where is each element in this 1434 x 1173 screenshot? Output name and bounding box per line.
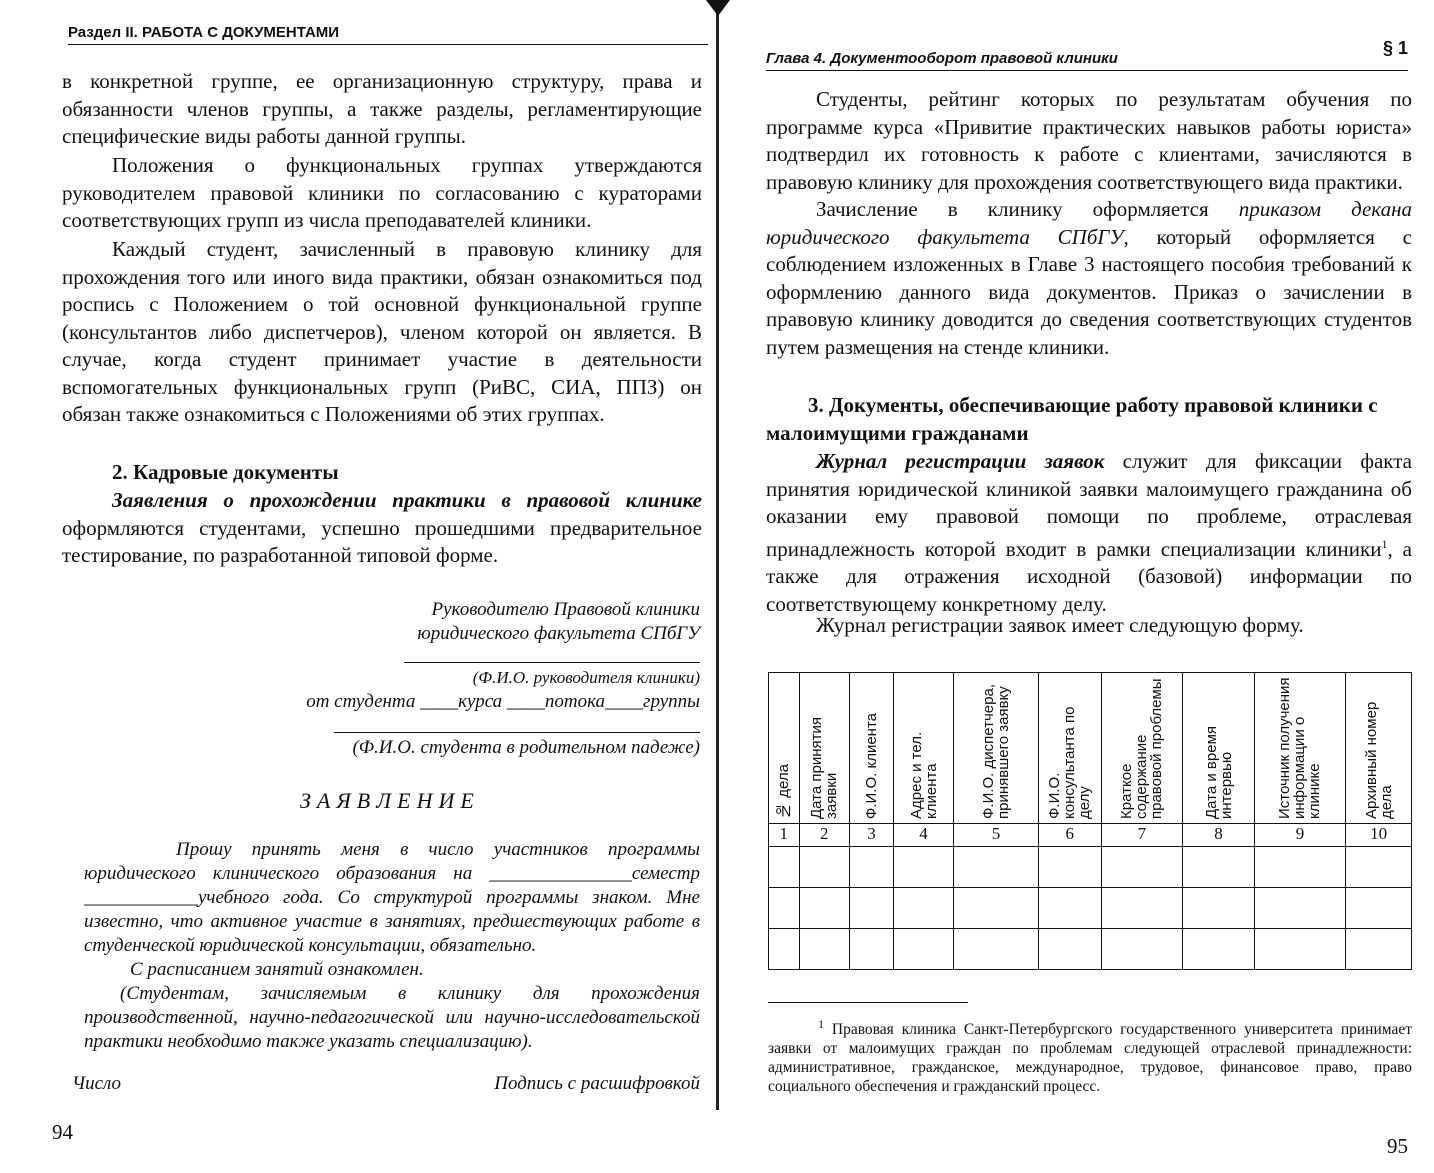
- registration-journal-table: [768, 672, 1412, 970]
- table-cell: [769, 888, 800, 929]
- section-heading: 3. Документы, обеспечивающие работу правовой клиники с малоимущими гражданами: [766, 393, 1378, 445]
- table-cell: [799, 888, 849, 929]
- paragraph: Положения о функциональных группах утверждаются руководителем правовой клиники по согласованию с кураторами соответствующих групп из числа преподавателей клиники.: [62, 153, 702, 232]
- page-number: 95: [1387, 1134, 1408, 1158]
- running-head-left: Раздел II. РАБОТА С ДОКУМЕНТАМИ: [68, 24, 340, 41]
- column-number: 8: [1183, 824, 1255, 847]
- table-number-row: [769, 824, 1412, 847]
- page-number: 94: [52, 1120, 73, 1144]
- table-cell: [1183, 929, 1255, 970]
- column-header: Дата и время интервью: [1183, 673, 1255, 824]
- table-cell: [849, 888, 893, 929]
- table-row: [769, 888, 1412, 929]
- table-cell: [799, 847, 849, 888]
- emphasis: приказом декана юридического факультета СПбГУ: [766, 197, 1412, 249]
- column-header: № дела: [769, 673, 800, 824]
- table-cell: [894, 888, 954, 929]
- paragraph: [62, 487, 702, 570]
- signature-label: Подпись с расшифровкой: [494, 1073, 700, 1094]
- running-head-rule: [766, 70, 1408, 71]
- statement-body: Прошу принять меня в число участников программы юридического клинического образования на _______________семестр ____________учебного года. Со структурой программы знаком. Мне известно, что активное участие в занятиях, предшествующих работе в студенческой юридической консультации, обязательно.: [84, 839, 700, 956]
- paragraph: [766, 196, 1412, 361]
- from-student-line: от студента ____курса ____потока____группы: [306, 691, 700, 712]
- field-caption: (Ф.И.О. студента в родительном падеже): [352, 737, 700, 758]
- column-header: Ф.И.О. диспетчера, принявшего заявку: [954, 673, 1039, 824]
- table-cell: [1346, 888, 1412, 929]
- term: Журнал регистрации заявок: [816, 449, 1105, 473]
- document-title: ЗАЯВЛЕНИЕ: [300, 788, 480, 813]
- term: Заявления о прохождении практики в правовой клинике: [112, 488, 702, 512]
- footnote-ref: 1: [1381, 536, 1388, 551]
- signature-line: [334, 732, 700, 733]
- statement-body: С расписанием занятий ознакомлен.: [130, 959, 424, 980]
- table-cell: [1101, 929, 1183, 970]
- table-cell: [1346, 847, 1412, 888]
- paragraph-text: оформляются студентами, успешно прошедшими предварительное тестирование, по разработанной типовой форме.: [62, 515, 702, 567]
- paragraph-text: , а также для отражения исходной (базовой) информации по соответствующему конкретному делу.: [766, 536, 1412, 616]
- addressee-line: юридического факультета СПбГУ: [417, 623, 700, 644]
- footnote-mark: 1: [818, 1017, 824, 1031]
- column-number: 3: [849, 824, 893, 847]
- table-cell: [1183, 847, 1255, 888]
- paragraph: Журнал регистрации заявок имеет следующую форму.: [816, 613, 1304, 637]
- column-number: 9: [1254, 824, 1345, 847]
- column-number: 4: [894, 824, 954, 847]
- column-number: 10: [1346, 824, 1412, 847]
- statement-note: (Студентам, зачисляемым в клинику для прохождения производственной, научно-педагогической или научно-исследовательской практики необходимо также указать специализацию).: [84, 983, 700, 1052]
- table-row: [769, 847, 1412, 888]
- table-cell: [799, 929, 849, 970]
- column-number: 1: [769, 824, 800, 847]
- table-cell: [1346, 929, 1412, 970]
- column-number: 6: [1039, 824, 1102, 847]
- table-header-row: [769, 673, 1412, 824]
- table-cell: [849, 929, 893, 970]
- table-cell: [769, 929, 800, 970]
- table-cell: [954, 847, 1039, 888]
- table-cell: [769, 847, 800, 888]
- running-head-rule: [68, 44, 708, 45]
- column-header: Адрес и тел. клиента: [894, 673, 954, 824]
- footnote-rule: [768, 1002, 968, 1003]
- table-cell: [1254, 888, 1345, 929]
- field-caption: (Ф.И.О. руководителя клиники): [472, 668, 700, 687]
- running-head-right: Глава 4. Документооборот правовой клиники: [766, 50, 1118, 67]
- addressee-line: Руководителю Правовой клиники: [431, 599, 700, 620]
- paragraph: [766, 448, 1412, 618]
- table-cell: [849, 847, 893, 888]
- paragraph: в конкретной группе, ее организационную структуру, права и обязанности членов группы, а также разделы, регламентирующие специфические виды работы данной группы.: [62, 69, 702, 148]
- table-cell: [1039, 929, 1102, 970]
- table-cell: [1254, 847, 1345, 888]
- column-number: 5: [954, 824, 1039, 847]
- footnote: [768, 1015, 1412, 1096]
- section-mark: § 1: [1382, 38, 1408, 58]
- column-header: Дата принятия заявки: [799, 673, 849, 824]
- paragraph-text: , который оформляется с соблюдением изложенных в Главе 3 настоящего пособия требований к оформлению данного вида документов. Приказ о зачислении в правовую клинику доводится до сведения соответствующих студентов путем размещения на стенде клиники.: [766, 224, 1412, 359]
- column-number: 2: [799, 824, 849, 847]
- right-page: [722, 0, 1434, 1173]
- table-cell: [954, 929, 1039, 970]
- section-heading: 2. Кадровые документы: [112, 460, 339, 484]
- footnote-text: Правовая клиника Санкт-Петербургского государственного университета принимает заявки от малоимущих граждан по проблемам следующей отраслевой принадлежности: административное, гражданское, международное, трудовое, финансовое право, право социального обеспечения и гражданский процесс.: [768, 1021, 1412, 1096]
- table-cell: [894, 929, 954, 970]
- date-label: Число: [72, 1073, 122, 1094]
- paragraph: Каждый студент, зачисленный в правовую клинику для прохождения того или иного вида практики, обязан ознакомиться под роспись с Положением о той основной функциональной группе (консультантов либо диспетчеров), членом которой он является. В случае, когда студент принимает участие в деятельности вспомогательных функциональных групп (РиВС, СИА, ППЗ) он обязан также ознакомиться с Положениями об этих группах.: [62, 237, 702, 426]
- table-cell: [954, 888, 1039, 929]
- paragraph-text: Зачисление в клинику оформляется: [816, 197, 1239, 221]
- table-cell: [1039, 888, 1102, 929]
- table-cell: [1039, 847, 1102, 888]
- table-cell: [894, 847, 954, 888]
- paragraph: Студенты, рейтинг которых по результатам обучения по программе курса «Привитие практических навыков работы юриста» подтвердил их готовность к работе с клиентами, зачисляются в правовую клинику для прохождения соответствующего вида практики.: [766, 87, 1412, 194]
- table-row: [769, 929, 1412, 970]
- table-cell: [1183, 888, 1255, 929]
- signature-line: [404, 662, 700, 663]
- column-header: Краткое содержание правовой проблемы: [1101, 673, 1183, 824]
- table-cell: [1101, 847, 1183, 888]
- column-header: Источник получения информации о клинике: [1254, 673, 1345, 824]
- column-header: Ф.И.О. консультанта по делу: [1039, 673, 1102, 824]
- table-cell: [1101, 888, 1183, 929]
- table-cell: [1254, 929, 1345, 970]
- column-number: 7: [1101, 824, 1183, 847]
- column-header: Архивный номер дела: [1346, 673, 1412, 824]
- paragraph-text: служит для фиксации факта принятия юридической клиникой заявки малоимущего гражданина об оказании ему правовой помощи по проблеме, отраслевая принадлежность которой входит в рамки специализации клиники: [766, 449, 1412, 561]
- column-header: Ф.И.О. клиента: [849, 673, 893, 824]
